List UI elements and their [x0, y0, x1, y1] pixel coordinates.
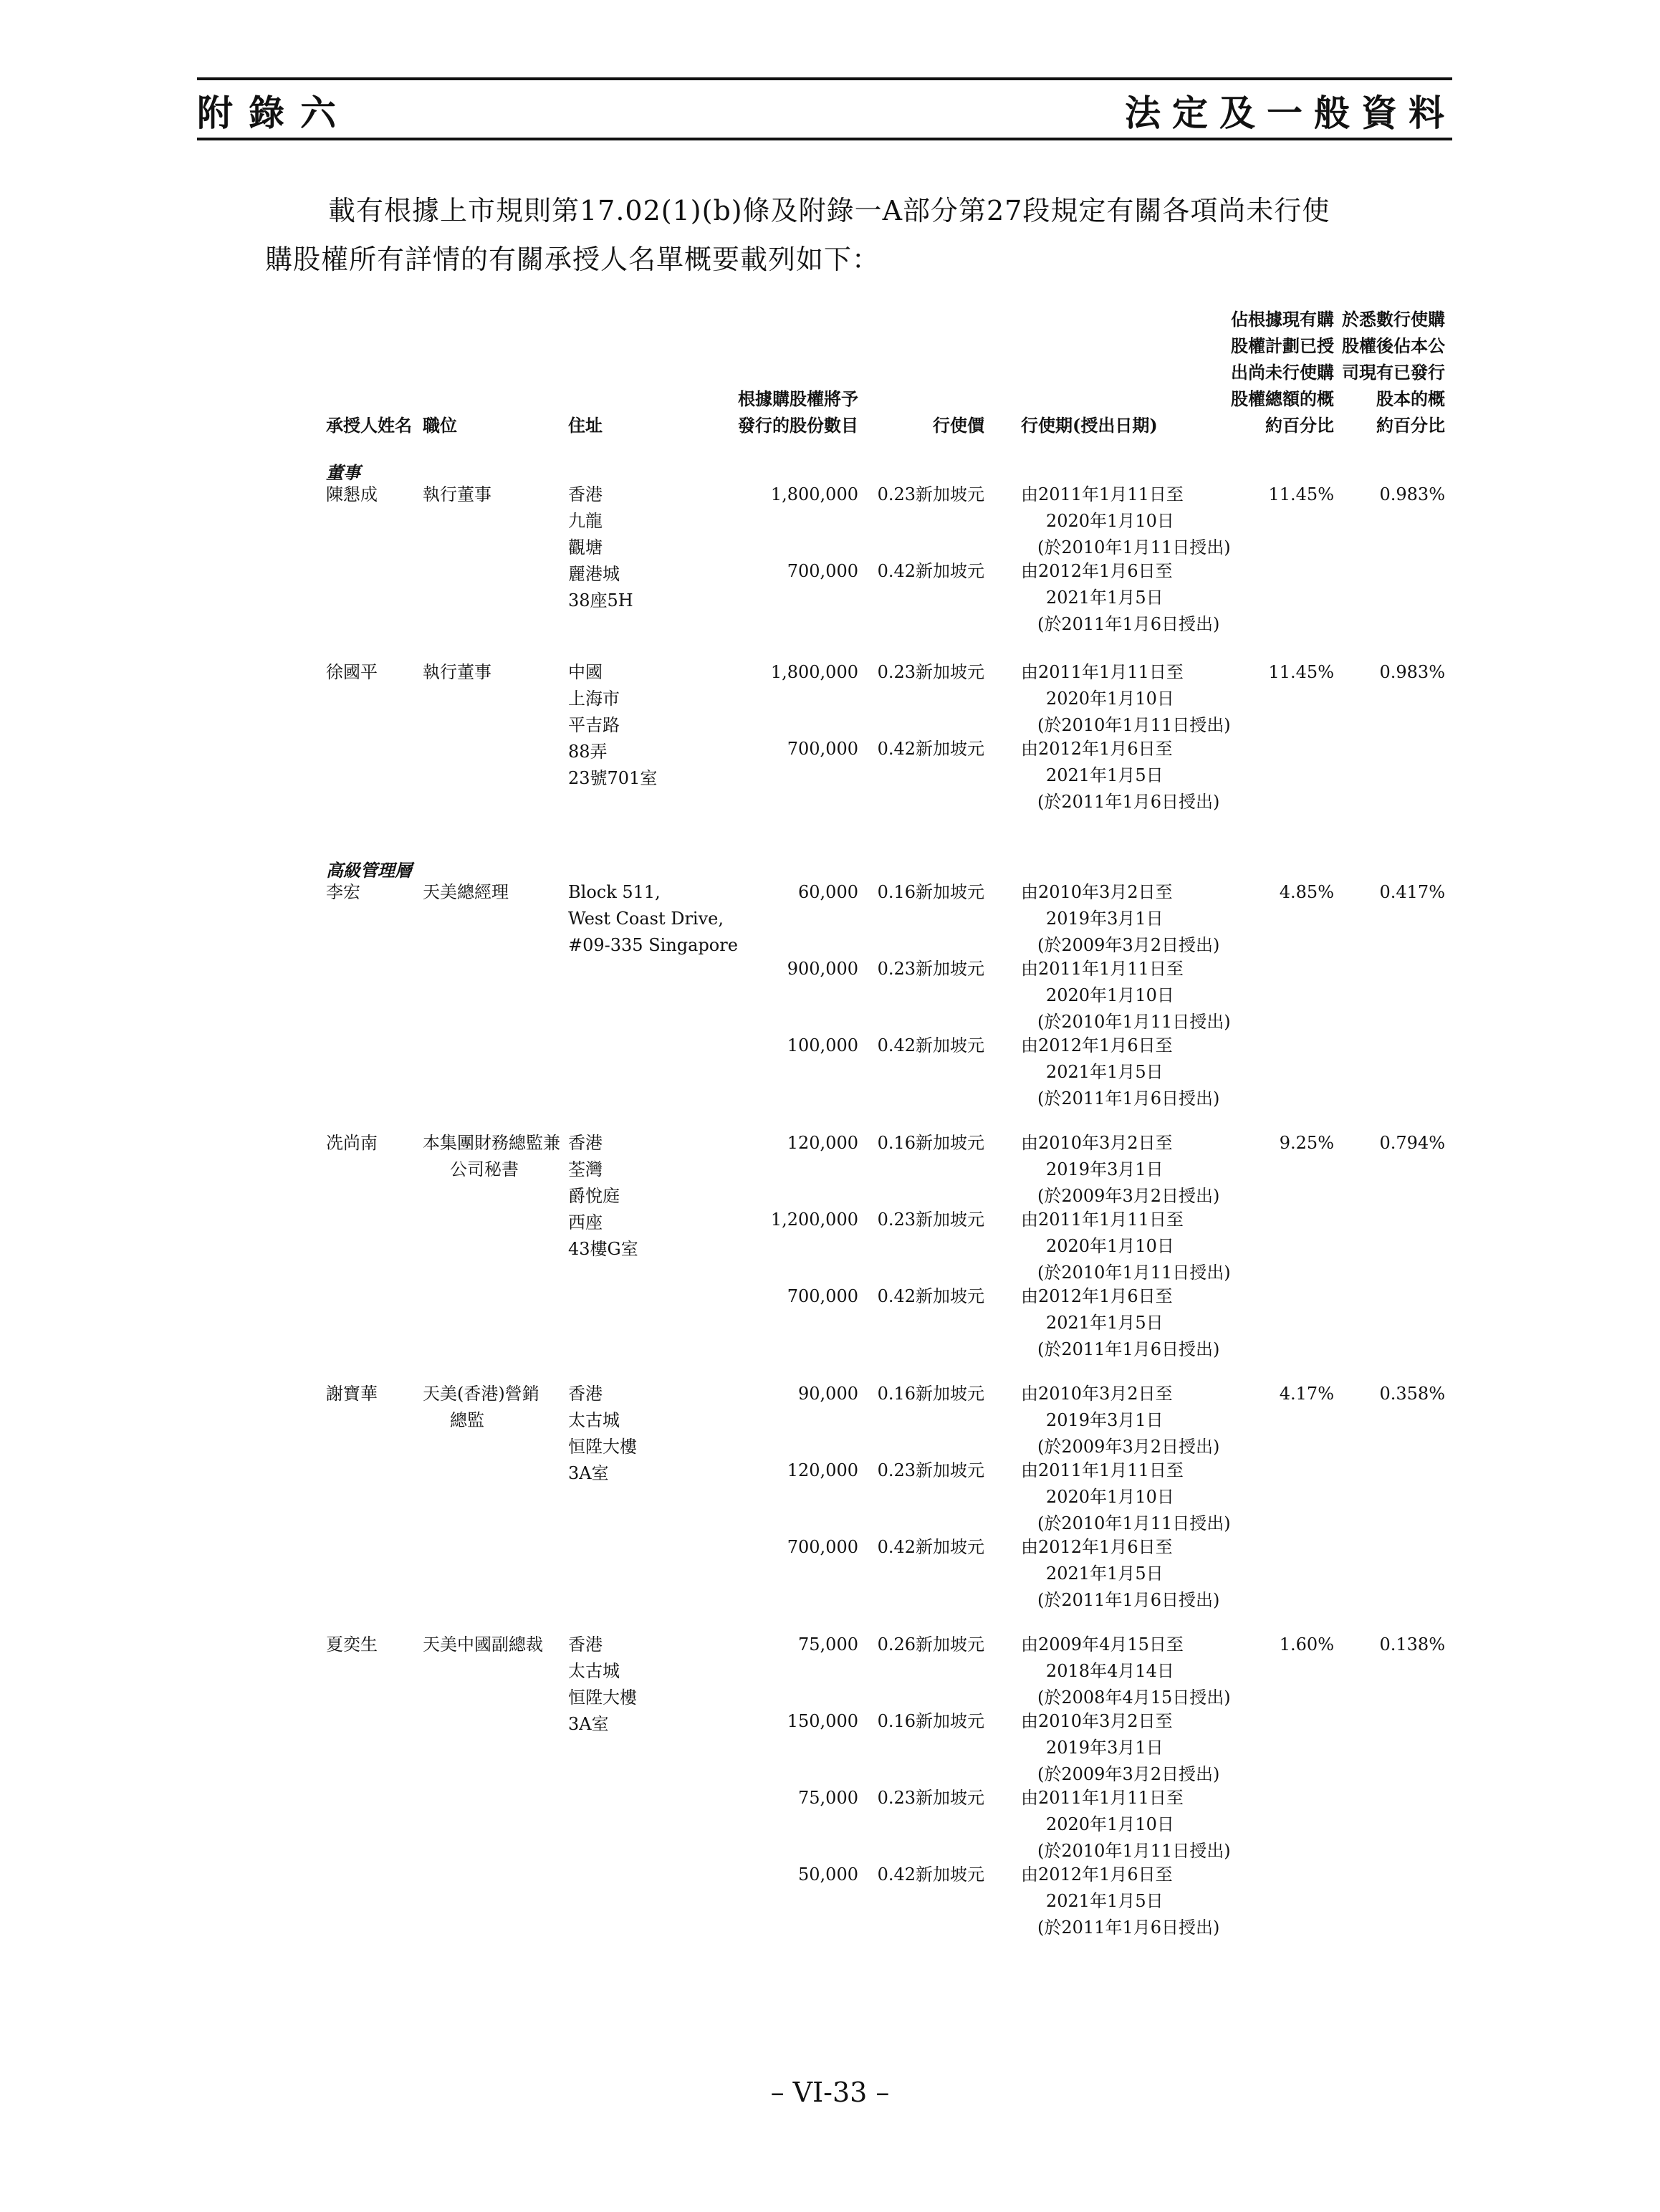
grant-period-line: 由2012年1月6日至 [1021, 1035, 1173, 1055]
col-header-pct-outstanding: 佔根據現有購 股權計劃已授 出尚未行使購 股權總額的概 約百分比 [1231, 309, 1334, 436]
grant-period-line: (於2010年1月11日授出) [1037, 1841, 1231, 1861]
header-top-rule [197, 77, 1452, 80]
grantee-position: 總監 [450, 1410, 484, 1430]
grant-shares: 50,000 [798, 1864, 858, 1885]
pct-outstanding: 11.45% [1268, 662, 1334, 682]
grant-period-line: 由2011年1月11日至 [1021, 1788, 1184, 1808]
grant-shares: 1,800,000 [770, 484, 858, 504]
grant-price: 0.23新加坡元 [877, 1788, 984, 1808]
grantee-position: 本集團財務總監兼 [423, 1133, 560, 1153]
grant-shares: 100,000 [787, 1035, 858, 1055]
grant-period-line: 2021年1月5日 [1046, 1313, 1164, 1333]
grantee-address-line: 荃灣 [568, 1159, 603, 1179]
pct-enlarged: 0.358% [1379, 1384, 1445, 1404]
grant-shares: 1,800,000 [770, 662, 858, 682]
grantee-address-line: 3A室 [568, 1714, 609, 1734]
grant-price: 0.42新加坡元 [877, 1286, 984, 1306]
col-header-address: 住址 [568, 415, 603, 436]
grant-period-line: (於2009年3月2日授出) [1037, 935, 1220, 955]
grant-price: 0.23新加坡元 [877, 662, 984, 682]
grantee-address-line: 43樓G室 [568, 1239, 638, 1259]
grant-period-line: 由2012年1月6日至 [1021, 1864, 1173, 1885]
grantee-address-line: 麗港城 [568, 564, 620, 584]
grantee-address-line: 香港 [568, 484, 603, 504]
pct-enlarged: 0.417% [1379, 882, 1445, 902]
pct-outstanding: 1.60% [1279, 1634, 1334, 1655]
grant-period-line: (於2009年3月2日授出) [1037, 1437, 1220, 1457]
grant-period-line: 2019年3月1日 [1046, 1159, 1164, 1179]
grant-period-line: (於2011年1月6日授出) [1037, 1339, 1220, 1359]
grantee-name: 冼尚南 [326, 1133, 378, 1153]
grantee-address-line: 西座 [568, 1212, 603, 1232]
col-header-pct-enlarged: 於悉數行使購 股權後佔本公 司現有已發行 股本的概 約百分比 [1342, 309, 1445, 436]
grant-period-line: (於2010年1月11日授出) [1037, 1012, 1231, 1032]
grant-price: 0.23新加坡元 [877, 959, 984, 979]
grant-period-line: 由2010年3月2日至 [1021, 1384, 1173, 1404]
grant-shares: 60,000 [798, 882, 858, 902]
grant-period-line: 2020年1月10日 [1046, 985, 1174, 1005]
grant-price: 0.23新加坡元 [877, 484, 984, 504]
intro-line-2: 購股權所有詳情的有關承授人名單概要載列如下： [265, 244, 881, 275]
grant-period-line: (於2011年1月6日授出) [1037, 614, 1220, 634]
grant-price: 0.42新加坡元 [877, 561, 984, 581]
grantee-address-line: 上海市 [568, 689, 620, 709]
grant-period-line: 2021年1月5日 [1046, 1891, 1164, 1911]
grant-period-line: (於2010年1月11日授出) [1037, 1513, 1231, 1533]
pct-enlarged: 0.983% [1379, 484, 1445, 504]
grant-price: 0.16新加坡元 [877, 1711, 984, 1731]
grantee-name: 徐國平 [326, 662, 378, 682]
pct-enlarged: 0.794% [1379, 1133, 1445, 1153]
grant-period-line: 由2011年1月11日至 [1021, 662, 1184, 682]
grant-period-line: 由2012年1月6日至 [1021, 561, 1173, 581]
grant-period-line: 由2011年1月11日至 [1021, 1210, 1184, 1230]
grant-period-line: 2019年3月1日 [1046, 909, 1164, 929]
grant-price: 0.42新加坡元 [877, 1537, 984, 1557]
grant-price: 0.16新加坡元 [877, 882, 984, 902]
grant-period-line: 2020年1月10日 [1046, 1814, 1174, 1834]
grantee-position: 公司秘書 [450, 1159, 519, 1179]
grant-period-line: 2019年3月1日 [1046, 1410, 1164, 1430]
header-bottom-rule [197, 138, 1452, 140]
grantee-position: 天美(香港)營銷 [423, 1384, 539, 1404]
grantee-position: 執行董事 [423, 662, 491, 682]
grant-period-line: 2021年1月5日 [1046, 765, 1164, 785]
grantee-address-line: 太古城 [568, 1661, 620, 1681]
col-header-price: 行使價 [933, 415, 984, 436]
grantee-address-line: 3A室 [568, 1463, 609, 1483]
grant-price: 0.26新加坡元 [877, 1634, 984, 1655]
grant-price: 0.23新加坡元 [877, 1460, 984, 1480]
grant-price: 0.16新加坡元 [877, 1133, 984, 1153]
grant-period-line: (於2011年1月6日授出) [1037, 1917, 1220, 1938]
grant-period-line: (於2008年4月15日授出) [1037, 1687, 1231, 1708]
grant-price: 0.23新加坡元 [877, 1210, 984, 1230]
grantee-address-line: 平吉路 [568, 715, 620, 735]
section-title: 法定及一般資料 [1125, 92, 1456, 134]
grant-period-line: (於2009年3月2日授出) [1037, 1764, 1220, 1784]
pct-enlarged: 0.983% [1379, 662, 1445, 682]
grant-period-line: 2020年1月10日 [1046, 1236, 1174, 1256]
grant-shares: 120,000 [787, 1133, 858, 1153]
grant-shares: 700,000 [787, 739, 858, 759]
grantee-name: 李宏 [326, 882, 360, 902]
grantee-address-line: 觀塘 [568, 537, 603, 557]
grantee-address-line: #09-335 Singapore [568, 935, 738, 955]
grantee-address-line: 太古城 [568, 1410, 620, 1430]
grantee-address-line: Block 511, [568, 882, 661, 902]
grantee-address-line: 爵悅庭 [568, 1186, 620, 1206]
pct-enlarged: 0.138% [1379, 1634, 1445, 1655]
grant-period-line: 由2011年1月11日至 [1021, 1460, 1184, 1480]
grantee-address-line: 88弄 [568, 742, 608, 762]
section-directors: 董事 [326, 462, 360, 483]
grant-shares: 75,000 [798, 1634, 858, 1655]
grantee-position: 執行董事 [423, 484, 491, 504]
grant-shares: 90,000 [798, 1384, 858, 1404]
pct-outstanding: 4.17% [1279, 1384, 1334, 1404]
pct-outstanding: 9.25% [1279, 1133, 1334, 1153]
grant-period-line: (於2010年1月11日授出) [1037, 537, 1231, 557]
grantee-name: 陳懇成 [326, 484, 378, 504]
grant-shares: 120,000 [787, 1460, 858, 1480]
col-header-period: 行使期(授出日期) [1021, 415, 1158, 436]
grantee-address-line: 香港 [568, 1634, 603, 1655]
col-header-shares: 根據購股權將予 發行的股份數目 [738, 388, 858, 436]
grant-price: 0.42新加坡元 [877, 739, 984, 759]
grant-period-line: 由2011年1月11日至 [1021, 484, 1184, 504]
page-number: – VI-33 – [770, 2077, 890, 2108]
grant-period-line: 2018年4月14日 [1046, 1661, 1174, 1681]
grantee-address-line: West Coast Drive, [568, 909, 724, 929]
grantee-address-line: 恒陞大樓 [568, 1687, 637, 1708]
grant-period-line: (於2010年1月11日授出) [1037, 1263, 1231, 1283]
grant-period-line: 由2012年1月6日至 [1021, 1286, 1173, 1306]
pct-outstanding: 11.45% [1268, 484, 1334, 504]
grant-period-line: (於2010年1月11日授出) [1037, 715, 1231, 735]
intro-line-1: 載有根據上市規則第17.02(1)(b)條及附錄一A部分第27段規定有關各項尚未行使 [328, 195, 1330, 226]
grant-period-line: 由2009年4月15日至 [1021, 1634, 1184, 1655]
grantee-name: 謝寶華 [326, 1384, 378, 1404]
grantee-name: 夏奕生 [326, 1634, 378, 1655]
grant-period-line: (於2011年1月6日授出) [1037, 1590, 1220, 1610]
grant-period-line: 由2012年1月6日至 [1021, 1537, 1173, 1557]
grant-price: 0.42新加坡元 [877, 1864, 984, 1885]
grant-price: 0.42新加坡元 [877, 1035, 984, 1055]
grant-period-line: 2020年1月10日 [1046, 511, 1174, 531]
grant-period-line: (於2011年1月6日授出) [1037, 1088, 1220, 1109]
grant-period-line: 由2010年3月2日至 [1021, 882, 1173, 902]
grant-period-line: 由2010年3月2日至 [1021, 1711, 1173, 1731]
grantee-address-line: 38座5H [568, 590, 633, 611]
grant-price: 0.16新加坡元 [877, 1384, 984, 1404]
grantee-address-line: 九龍 [568, 511, 603, 531]
grant-period-line: (於2011年1月6日授出) [1037, 792, 1220, 812]
grantee-address-line: 恒陞大樓 [568, 1437, 637, 1457]
grantee-position: 天美中國副總裁 [423, 1634, 543, 1655]
grantee-address-line: 中國 [568, 662, 603, 682]
grant-period-line: 2021年1月5日 [1046, 1062, 1164, 1082]
grantee-address-line: 香港 [568, 1133, 603, 1153]
grant-shares: 700,000 [787, 1537, 858, 1557]
grant-shares: 150,000 [787, 1711, 858, 1731]
grantee-address-line: 香港 [568, 1384, 603, 1404]
section-senior-management: 高級管理層 [326, 860, 412, 881]
grant-period-line: 由2011年1月11日至 [1021, 959, 1184, 979]
grant-period-line: 由2012年1月6日至 [1021, 739, 1173, 759]
grant-shares: 700,000 [787, 561, 858, 581]
pct-outstanding: 4.85% [1279, 882, 1334, 902]
grant-shares: 1,200,000 [770, 1210, 858, 1230]
grant-shares: 700,000 [787, 1286, 858, 1306]
grantee-position: 天美總經理 [423, 882, 509, 902]
grant-shares: 75,000 [798, 1788, 858, 1808]
grant-period-line: 2020年1月10日 [1046, 1487, 1174, 1507]
appendix-title: 附錄六 [197, 92, 352, 134]
grant-period-line: 2020年1月10日 [1046, 689, 1174, 709]
col-header-position: 職位 [423, 415, 457, 436]
grant-period-line: 2021年1月5日 [1046, 588, 1164, 608]
col-header-name: 承授人姓名 [326, 415, 412, 436]
grantee-address-line: 23號701室 [568, 768, 658, 788]
grant-period-line: 2019年3月1日 [1046, 1738, 1164, 1758]
grant-period-line: 2021年1月5日 [1046, 1564, 1164, 1584]
grant-period-line: (於2009年3月2日授出) [1037, 1186, 1220, 1206]
grant-period-line: 由2010年3月2日至 [1021, 1133, 1173, 1153]
grant-shares: 900,000 [787, 959, 858, 979]
